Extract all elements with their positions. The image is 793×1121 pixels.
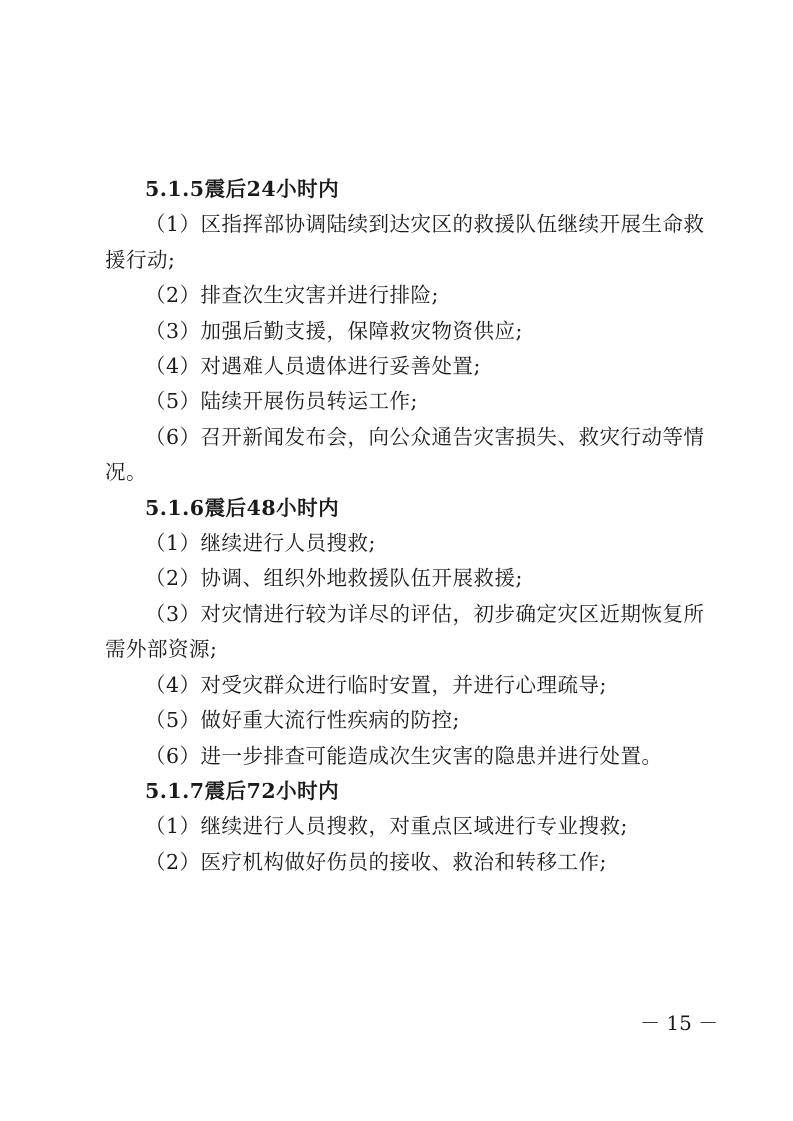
list-item: （2）排查次生灾害并进行排险; <box>145 283 439 308</box>
list-item: （2）协调、组织外地救援队伍开展救援; <box>145 566 523 591</box>
list-item: （5）做好重大流行性疾病的防控; <box>145 708 460 733</box>
page-number: － 15 － <box>640 1011 719 1035</box>
list-item: （5）陆续开展伤员转运工作; <box>145 389 418 414</box>
list-item-continuation: 援行动; <box>105 247 176 272</box>
list-item: （6）召开新闻发布会，向公众通告灾害损失、救灾行动等情 <box>145 424 705 449</box>
list-item: （3）加强后勤支援，保障救灾物资供应; <box>145 318 523 343</box>
list-item: （1）继续进行人员搜救; <box>145 531 376 556</box>
document-body <box>105 172 705 880</box>
section-heading: 5.1.6震后48小时内 <box>145 495 340 520</box>
list-item: （4）对遇难人员遗体进行妥善处置; <box>145 354 481 379</box>
section-heading: 5.1.5震后24小时内 <box>145 177 340 201</box>
list-item: （1）区指挥部协调陆续到达灾区的救援队伍继续开展生命救 <box>145 212 705 237</box>
list-item: （1）继续进行人员搜救，对重点区域进行专业搜救; <box>145 814 628 839</box>
list-item: （3）对灾情进行较为详尽的评估，初步确定灾区近期恢复所 <box>145 601 705 626</box>
list-item-continuation: 需外部资源; <box>105 637 218 662</box>
section-heading: 5.1.7震后72小时内 <box>145 778 340 803</box>
list-item: （2）医疗机构做好伤员的接收、救治和转移工作; <box>145 849 607 874</box>
list-item: （6）进一步排查可能造成次生灾害的隐患并进行处置。 <box>145 743 663 768</box>
list-item-continuation: 况。 <box>105 460 147 485</box>
list-item: （4）对受灾群众进行临时安置，并进行心理疏导; <box>145 672 607 697</box>
